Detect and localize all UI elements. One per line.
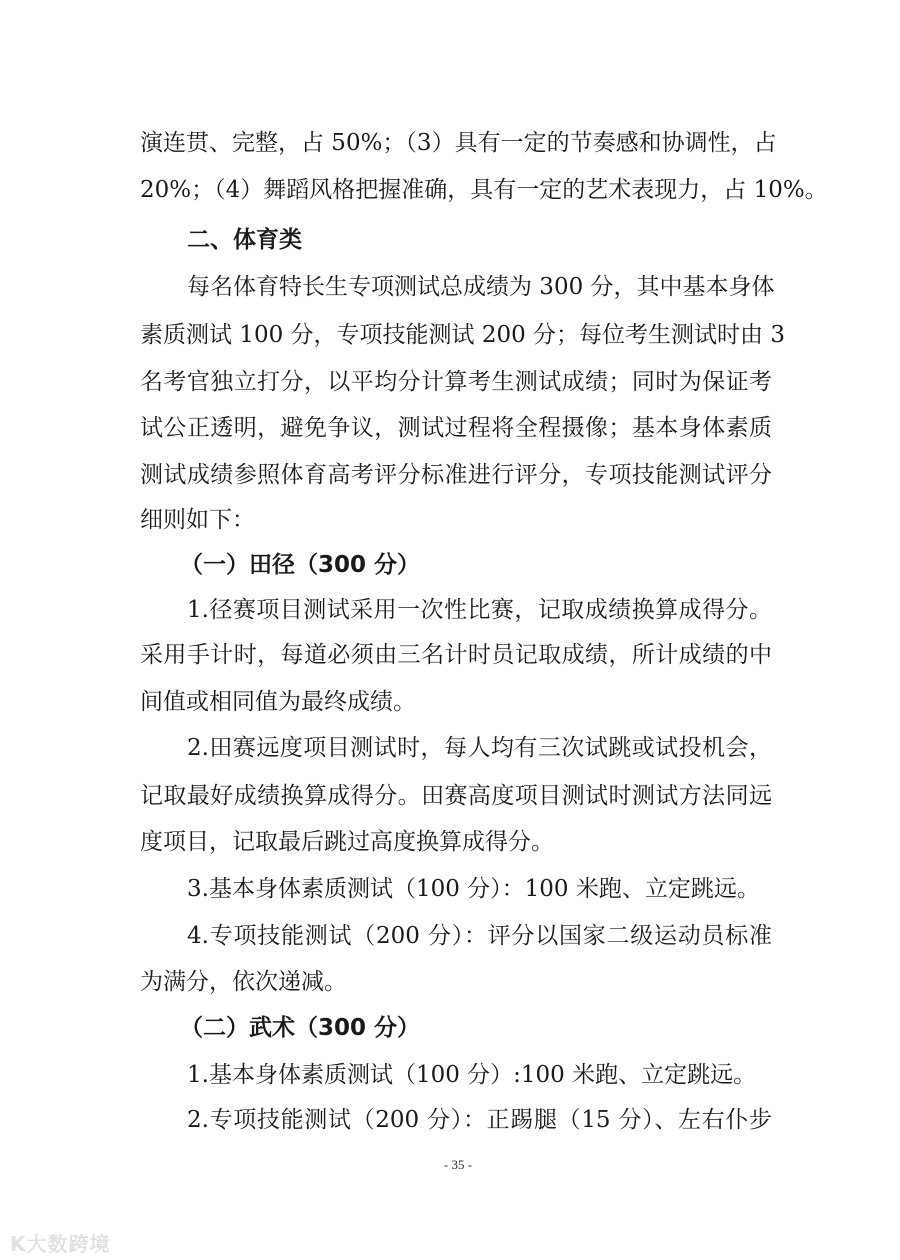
paragraph-line: 记取最好成绩换算成得分。田赛高度项目测试时测试方法同远: [140, 783, 772, 809]
subsection-heading: （二）武术（300 分）: [180, 1015, 421, 1041]
paragraph-line: 20%；（4）舞蹈风格把握准确，具有一定的艺术表现力，占 10%。: [140, 177, 828, 203]
subsection-heading: （一）田径（300 分）: [180, 552, 421, 578]
section-heading: 二、体育类: [187, 227, 302, 253]
paragraph-line: 采用手计时，每道必须由三名计时员记取成绩，所计成绩的中: [140, 642, 772, 668]
paragraph-line: 演连贯、完整，占 50%；（3）具有一定的节奏感和协调性，占: [140, 130, 777, 156]
paragraph-line: 每名体育特长生专项测试总成绩为 300 分，其中基本身体: [187, 274, 775, 300]
paragraph-line: 2.田赛远度项目测试时，每人均有三次试跳或试投机会，: [187, 735, 772, 761]
paragraph-line: 测试成绩参照体育高考评分标准进行评分，专项技能测试评分: [140, 462, 772, 488]
paragraph-line: 1.径赛项目测试采用一次性比赛，记取成绩换算成得分。: [187, 597, 772, 623]
paragraph-line: 素质测试 100 分，专项技能测试 200 分；每位考生测试时由 3: [140, 322, 785, 348]
page-number: - 35 -: [443, 1157, 473, 1172]
paragraph-line: 细则如下：: [140, 507, 255, 533]
paragraph-line: 试公正透明，避免争议，测试过程将全程摄像；基本身体素质: [140, 415, 772, 441]
watermark-logo: K大数跨境: [10, 1232, 111, 1256]
paragraph-line: 3.基本身体素质测试（100 分）：100 米跑、立定跳远。: [187, 876, 760, 902]
paragraph-line: 为满分，依次递减。: [140, 969, 347, 995]
paragraph-line: 名考官独立打分，以平均分计算考生测试成绩；同时为保证考: [140, 369, 772, 395]
paragraph-line: 度项目，记取最后跳过高度换算成得分。: [140, 829, 554, 855]
paragraph-line: 4.专项技能测试（200 分）：评分以国家二级运动员标准: [187, 923, 772, 949]
paragraph-line: 间值或相同值为最终成绩。: [140, 689, 416, 715]
paragraph-line: 1.基本身体素质测试（100 分）:100 米跑、立定跳远。: [187, 1062, 757, 1088]
paragraph-line: 2.专项技能测试（200 分）：正踢腿（15 分）、左右仆步: [187, 1107, 772, 1133]
